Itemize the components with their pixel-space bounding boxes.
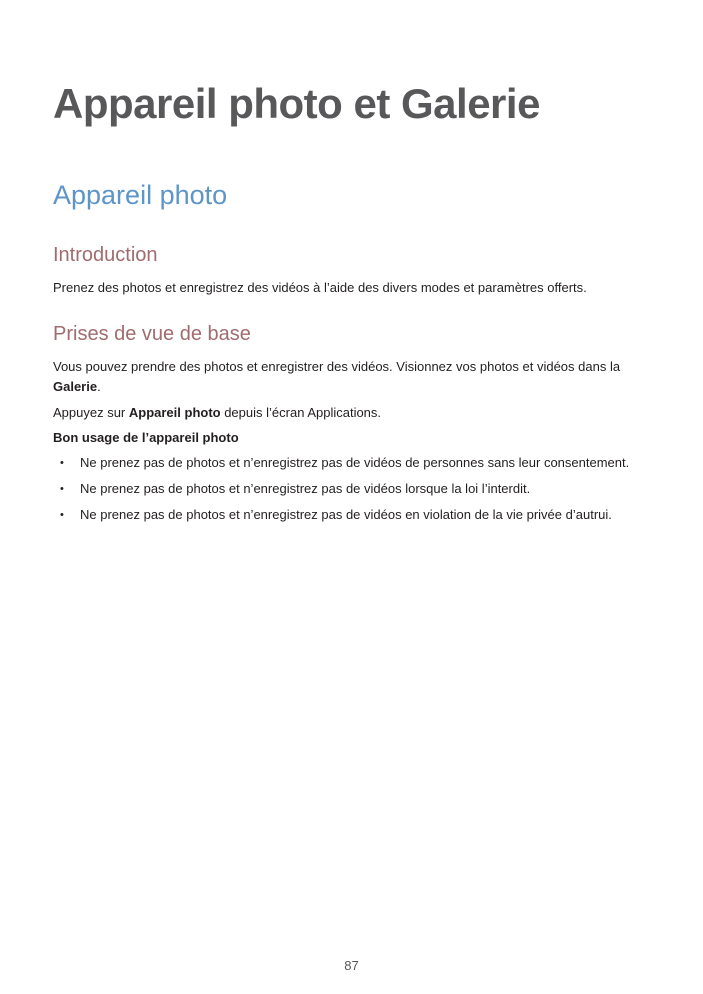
basics-heading: Prises de vue de base (53, 323, 251, 345)
chapter-title: Appareil photo et Galerie (53, 80, 540, 127)
basics-paragraph-1-end: . (97, 379, 101, 394)
list-item (53, 479, 673, 505)
list-item-text: Ne prenez pas de photos et n’enregistrez pas de vidéos de personnes sans leur consentement. (80, 455, 630, 470)
basics-paragraph-1-text: Vous pouvez prendre des photos et enregistrer des vidéos. Visionnez vos photos et vidéos dans la (53, 359, 621, 374)
camera-app-name: Appareil photo (128, 405, 221, 420)
bullet-icon: • (60, 509, 64, 521)
list-item (53, 505, 673, 531)
list-item-text: Ne prenez pas de photos et n’enregistrez pas de vidéos en violation de la vie privée d’autrui. (80, 507, 612, 522)
list-item (53, 453, 673, 479)
introduction-text: Prenez des photos et enregistrez des vidéos à l’aide des divers modes et paramètres offerts. (53, 280, 587, 295)
camera-etiquette-heading: Bon usage de l’appareil photo (53, 430, 239, 445)
introduction-heading: Introduction (53, 244, 158, 266)
basics-paragraph-2 (53, 403, 653, 423)
list-item-text: Ne prenez pas de photos et n’enregistrez pas de vidéos lorsque la loi l’interdit. (80, 481, 531, 496)
basics-paragraph-2-end: depuis l’écran Applications. (220, 405, 382, 420)
basics-paragraph-2-text: Appuyez sur (53, 405, 129, 420)
camera-etiquette-list (53, 453, 673, 531)
bullet-icon: • (60, 483, 64, 495)
gallery-app-name: Galerie (53, 379, 98, 394)
page-number: 87 (344, 958, 359, 973)
bullet-icon: • (60, 457, 64, 469)
section-title: Appareil photo (53, 180, 228, 210)
basics-paragraph-1 (53, 357, 653, 397)
